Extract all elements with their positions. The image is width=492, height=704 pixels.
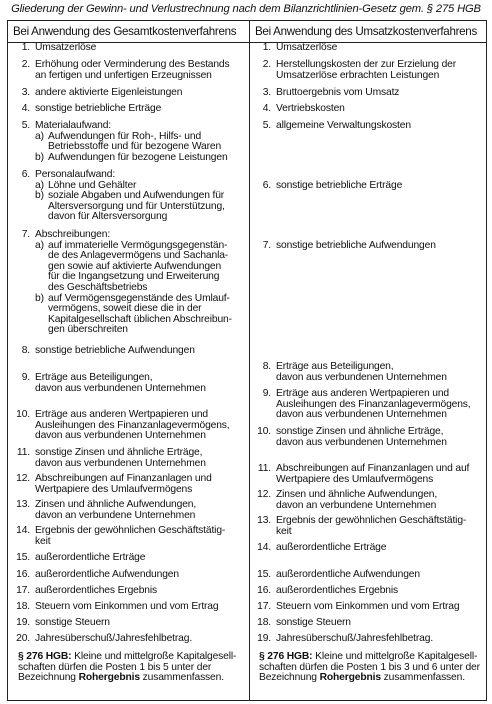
item-line — [8, 511, 248, 522]
item-text: Abschreibungen auf Finanzanlagen und — [35, 473, 212, 484]
item-line — [8, 315, 248, 326]
list-item — [249, 88, 489, 99]
item-text: Erträge aus Beteiligungen, — [35, 372, 153, 383]
footnote-keyword: Rohergebnis — [319, 672, 381, 684]
item-text: auf immaterielle Vermögungsgegenstän- — [48, 239, 228, 251]
item-number: 12. — [257, 489, 271, 500]
item-text: Bruttoergebnis vom Umsatz — [276, 87, 400, 98]
item-line — [249, 427, 489, 438]
item-line — [249, 241, 489, 252]
list-item — [249, 241, 489, 252]
list-item — [249, 181, 489, 192]
item-text: Steuern vom Einkommen und vom Ertrag — [276, 601, 460, 612]
item-text: Personalaufwand: — [35, 169, 116, 180]
footnote-line — [259, 673, 489, 684]
item-sub-letter: b) — [35, 190, 44, 202]
item-text: davon an verbundene Unternehmen — [276, 499, 437, 511]
list-item — [249, 570, 489, 581]
header-gesamtkostenverfahren: Bei Anwendung des Gesamtkostenverfahrens — [13, 25, 237, 38]
list-item — [249, 464, 489, 485]
item-number: 9. — [21, 372, 30, 383]
item-number: 9. — [262, 388, 271, 399]
item-line — [249, 501, 489, 512]
item-line — [8, 104, 248, 115]
item-text: davon aus verbundenen Unternehmen — [276, 436, 447, 448]
footnote-276-hgb — [18, 652, 248, 684]
item-number: 18. — [16, 601, 30, 612]
item-line — [8, 537, 248, 548]
item-text: Jahresüberschuß/Jahresfehlbetrag. — [35, 633, 193, 644]
item-line — [249, 618, 489, 629]
table-header — [8, 21, 486, 43]
item-number: 7. — [262, 240, 271, 251]
list-item — [8, 60, 248, 81]
item-text: außerordentliches Ergebnis — [35, 585, 158, 596]
item-text: andere aktivierte Eigenleistungen — [35, 87, 183, 98]
footnote-ref: § 276 HGB: — [18, 651, 72, 662]
item-line — [249, 464, 489, 475]
item-text: Zinsen und ähnliche Aufwendungen, — [35, 499, 197, 510]
item-number: 6. — [262, 180, 271, 191]
item-text: keit — [276, 525, 292, 537]
item-text: sonstige Zinsen und ähnliche Erträge, — [35, 447, 203, 458]
item-line — [8, 71, 248, 82]
list-item — [249, 104, 489, 115]
item-text: außerordentliche Aufwendungen — [276, 569, 420, 580]
item-text: vermögens, soweit diese die in der — [48, 303, 202, 315]
list-item — [8, 104, 248, 115]
item-line — [249, 121, 489, 132]
item-text: davon aus verbundenen Unternehmen — [276, 409, 447, 421]
item-line — [8, 373, 248, 384]
item-line — [249, 104, 489, 115]
item-text: Erhöhung oder Verminderung des Bestands — [35, 59, 230, 70]
item-text: Steuern vom Einkommen und vom Ertrag — [35, 601, 219, 612]
list-item — [8, 121, 248, 163]
item-line — [8, 431, 248, 442]
item-text: Ergebnis der gewöhnlichen Geschäftstätig- — [276, 515, 467, 526]
item-text: gen sowie auf aktivierte Aufwendungen — [48, 260, 222, 272]
item-text: davon aus verbundenen Unternehmen — [35, 457, 206, 469]
footnote-line — [259, 652, 489, 663]
item-text: Ergebnis der gewöhnlichen Geschäftstätig- — [35, 525, 226, 536]
item-text: Umsatzerlöse — [276, 42, 338, 53]
item-number: 14. — [257, 542, 271, 553]
item-line — [8, 170, 248, 181]
item-number: 15. — [16, 552, 30, 563]
item-number: 15. — [257, 569, 271, 580]
list-item — [8, 618, 248, 629]
item-line — [8, 602, 248, 613]
list-item — [249, 602, 489, 613]
item-number: 5. — [21, 120, 30, 131]
item-number: 20. — [16, 633, 30, 644]
item-text: davon an verbundene Unternehmen — [35, 509, 196, 521]
item-text: Ausleihungen des Finanzanlagevermögens, — [276, 398, 471, 410]
item-text: Ausleihungen des Finanzanlagevermögens, — [35, 419, 230, 431]
item-line — [8, 553, 248, 564]
footnote-line: schaften dürfen die Posten 1 bis 3 und 6 unter der — [259, 661, 480, 673]
item-line — [249, 602, 489, 613]
list-item — [8, 602, 248, 613]
item-line — [249, 43, 489, 54]
footnote-line — [18, 673, 248, 684]
item-text: Zinsen und ähnliche Aufwendungen, — [276, 489, 438, 500]
item-text: an fertigen und unfertigen Erzeugnissen — [35, 69, 212, 81]
item-number: 7. — [21, 229, 30, 240]
item-text: davon aus verbundenen Unternehmen — [35, 382, 206, 394]
item-number: 14. — [16, 525, 30, 536]
item-text: sonstige Steuern — [35, 617, 110, 628]
item-number: 16. — [16, 569, 30, 580]
item-text: allgemeine Verwaltungskosten — [276, 120, 411, 131]
item-line — [249, 475, 489, 486]
item-text: auf Vermögensgegenstände des Umlauf- — [48, 292, 230, 304]
item-text: keit — [35, 535, 51, 547]
list-item — [8, 170, 248, 223]
list-item — [8, 526, 248, 547]
list-item — [8, 410, 248, 442]
item-text: außerordentliche Erträge — [35, 552, 146, 563]
item-line — [8, 474, 248, 485]
item-line — [8, 448, 248, 459]
list-item — [249, 60, 489, 81]
item-number: 2. — [262, 59, 271, 70]
list-item — [8, 500, 248, 521]
list-item — [249, 362, 489, 383]
item-text: Erträge aus anderen Wertpapieren und — [276, 388, 450, 399]
item-line — [249, 490, 489, 501]
item-text: sonstige betriebliche Aufwendungen — [276, 240, 436, 251]
item-sub-letter: a) — [35, 179, 44, 191]
item-text: außerordentliche Erträge — [276, 542, 387, 553]
item-number: 17. — [16, 585, 30, 596]
item-text: Erträge aus Beteiligungen, — [276, 361, 394, 372]
item-number: 1. — [21, 42, 30, 53]
item-line — [8, 634, 248, 645]
item-text: Herstellungskosten der zur Erzielung der — [276, 59, 457, 70]
footnote-text: zusammenfassen. — [380, 672, 465, 684]
list-item — [249, 618, 489, 629]
list-item — [8, 553, 248, 564]
item-number: 13. — [257, 515, 271, 526]
item-text: Wertpapiere des Umlaufvermögens — [35, 483, 193, 495]
item-text: Materialaufwand: — [35, 120, 112, 131]
item-text: gen überschreiten — [48, 324, 128, 336]
item-line — [8, 43, 248, 54]
list-item — [8, 474, 248, 495]
item-line — [8, 230, 248, 241]
list-item — [249, 43, 489, 54]
item-line — [8, 410, 248, 421]
item-number: 11. — [16, 447, 30, 458]
item-line — [8, 485, 248, 496]
item-text: de des Anlagevermögens und Sachanla- — [48, 250, 229, 262]
item-number: 2. — [21, 59, 30, 70]
item-line — [249, 586, 489, 597]
item-text: Jahresüberschuß/Jahresfehlbetrag. — [276, 633, 434, 644]
item-line — [249, 389, 489, 400]
item-text: soziale Abgaben und Aufwendungen für — [48, 190, 225, 202]
item-text: sonstige betriebliche Erträge — [276, 180, 403, 191]
item-line — [8, 60, 248, 71]
item-line — [249, 181, 489, 192]
item-line — [8, 526, 248, 537]
item-line — [8, 325, 248, 336]
item-line — [8, 618, 248, 629]
footnote-text: Kleine und mittelgroße Kapitalgesell- — [71, 651, 237, 662]
item-text: Umsatzerlöse erbrachten Leistungen — [276, 69, 440, 81]
item-line — [249, 88, 489, 99]
item-text: Erträge aus anderen Wertpapieren und — [35, 409, 209, 420]
item-line — [249, 527, 489, 538]
item-text: sonstige betriebliche Aufwendungen — [35, 345, 195, 356]
list-item — [249, 586, 489, 597]
item-line — [249, 410, 489, 421]
item-text: Aufwendungen für bezogene Leistungen — [48, 151, 228, 163]
item-text: außerordentliche Aufwendungen — [35, 569, 179, 580]
item-line — [8, 570, 248, 581]
list-item — [8, 586, 248, 597]
item-line — [249, 362, 489, 373]
list-item — [8, 570, 248, 581]
list-item — [8, 43, 248, 54]
item-line — [249, 71, 489, 82]
footnote-276-hgb — [259, 652, 489, 684]
item-number: 3. — [21, 87, 30, 98]
item-text: Vertriebskosten — [276, 103, 345, 114]
item-text: Löhne und Gehälter — [48, 179, 137, 191]
item-text: Altersversorgung und für Unterstützung, — [48, 200, 225, 212]
list-item — [249, 543, 489, 554]
item-number: 19. — [257, 633, 271, 644]
item-line — [249, 438, 489, 449]
footnote-keyword: Rohergebnis — [78, 672, 140, 684]
item-text: für die Ingangsetzung und Erweiterung — [48, 271, 220, 283]
list-item — [249, 121, 489, 132]
footnote-ref: § 276 HGB: — [259, 651, 313, 662]
footnote-line — [18, 652, 248, 663]
item-number: 1. — [262, 42, 271, 53]
list-item — [249, 389, 489, 421]
item-number: 6. — [21, 169, 30, 180]
item-number: 4. — [21, 103, 30, 114]
item-number: 4. — [262, 103, 271, 114]
item-line — [8, 153, 248, 164]
list-item — [8, 346, 248, 357]
item-text: sonstige betriebliche Erträge — [35, 103, 162, 114]
list-item — [249, 516, 489, 537]
item-text: des Geschäftsbetriebs — [48, 281, 148, 293]
item-text: außerordentliches Ergebnis — [276, 585, 399, 596]
footnote-text: Kleine und mittelgroße Kapitalgesell- — [312, 651, 478, 662]
item-text: Wertpapiere des Umlaufvermögens — [276, 473, 434, 485]
footnote-text: Bezeichnung — [18, 672, 79, 684]
item-line — [249, 543, 489, 554]
item-number: 18. — [257, 617, 271, 628]
item-line — [249, 634, 489, 645]
item-line — [8, 586, 248, 597]
item-text: Umsatzerlöse — [35, 42, 97, 53]
item-line — [249, 516, 489, 527]
list-item — [8, 373, 248, 394]
header-umsatzkostenverfahren: Bei Anwendung des Umsatzkostenverfahrens — [255, 25, 477, 38]
list-item — [8, 230, 248, 336]
document-title: Gliederung der Gewinn- und Verlustrechnung nach dem Bilanzrichtlinien-Gesetz gem. § 275 HGB — [11, 3, 481, 15]
item-number: 3. — [262, 87, 271, 98]
list-item — [249, 490, 489, 511]
list-item — [249, 634, 489, 645]
list-item — [8, 634, 248, 645]
item-number: 12. — [16, 473, 30, 484]
list-item — [8, 88, 248, 99]
item-line — [8, 212, 248, 223]
item-line — [249, 373, 489, 384]
item-text: Aufwendungen für Roh-, Hilfs- und — [48, 130, 202, 142]
item-text: Abschreibungen: — [35, 229, 111, 240]
item-number: 19. — [16, 617, 30, 628]
item-line — [8, 500, 248, 511]
item-line — [8, 346, 248, 357]
item-number: 13. — [16, 499, 30, 510]
item-text: sonstige Zinsen und ähnliche Erträge, — [276, 426, 444, 437]
gv-table — [7, 20, 487, 701]
item-number: 5. — [262, 120, 271, 131]
item-line — [8, 121, 248, 132]
item-text: davon für Altersversorgung — [48, 211, 168, 223]
item-number: 16. — [257, 585, 271, 596]
item-number: 11. — [257, 463, 271, 474]
item-line — [8, 459, 248, 470]
item-sub-letter: b) — [35, 151, 44, 163]
footnote-text: Bezeichnung — [259, 672, 320, 684]
item-text: Kapitalgesellschaft üblichen Abschreibun- — [48, 313, 232, 325]
item-text: Betriebsstoffe und für bezogene Waren — [48, 141, 222, 153]
item-number: 17. — [257, 601, 271, 612]
item-line — [8, 283, 248, 294]
item-line — [249, 60, 489, 71]
list-item — [249, 427, 489, 448]
item-sub-letter: a) — [35, 130, 44, 142]
item-line — [8, 384, 248, 395]
list-item — [8, 448, 248, 469]
item-number: 8. — [262, 361, 271, 372]
item-text: Abschreibungen auf Finanzanlagen und auf — [276, 463, 470, 474]
footnote-line: schaften dürfen die Posten 1 bis 5 unter der — [18, 661, 212, 673]
item-sub-letter: b) — [35, 292, 44, 304]
item-number: 10. — [257, 426, 271, 437]
footnote-text: zusammenfassen. — [139, 672, 224, 684]
item-line — [249, 570, 489, 581]
item-sub-letter: a) — [35, 239, 44, 251]
item-number: 10. — [16, 409, 30, 420]
item-line — [8, 88, 248, 99]
item-number: 8. — [21, 345, 30, 356]
item-text: davon aus verbundenen Unternehmen — [35, 430, 206, 442]
item-text: sonstige Steuern — [276, 617, 351, 628]
item-text: davon aus verbundenen Unternehmen — [276, 371, 447, 383]
